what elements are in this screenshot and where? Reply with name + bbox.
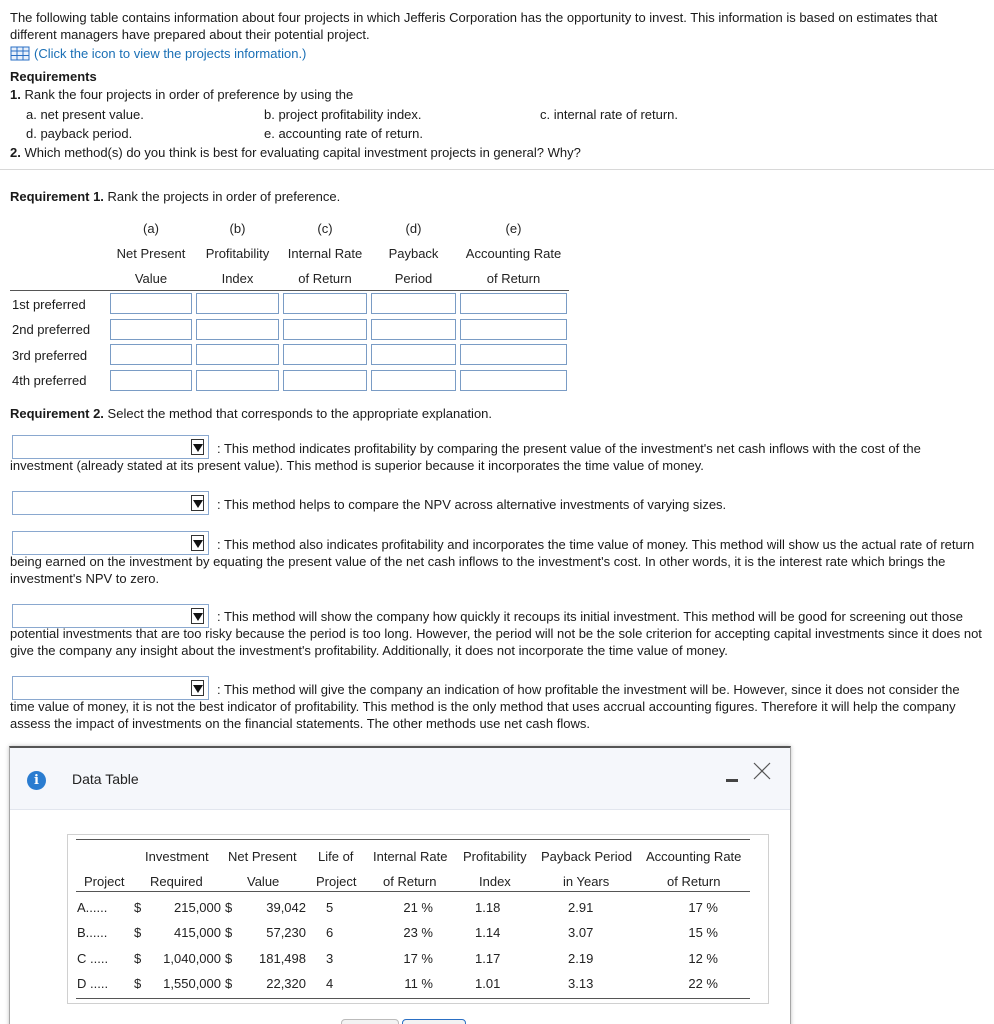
col-d-letter: (d): [405, 221, 422, 236]
hdr-irr-1: Internal Rate: [373, 849, 448, 864]
row-a-pi: 1.18: [475, 900, 501, 915]
row-d-pi: 1.01: [475, 976, 501, 991]
row-a-arr: 17 %: [688, 900, 718, 915]
hdr-npv-2: Value: [247, 874, 280, 889]
projects-data-table: [67, 834, 769, 1004]
row-c-irr: 17 %: [403, 951, 433, 966]
rank-4-arr-input[interactable]: [460, 370, 567, 391]
rank-1-payback-input[interactable]: [371, 293, 456, 314]
row-b-investment: 415,000: [174, 925, 221, 940]
col-b-letter: (b): [229, 221, 246, 236]
row-b-cur1: $: [134, 925, 142, 940]
hdr-investment-1: Investment: [145, 849, 209, 864]
row-b-label: B: [77, 925, 86, 940]
rank-label-3: 3rd preferred: [12, 348, 88, 363]
rank-1-npv-input[interactable]: [110, 293, 192, 314]
row-c-cur1: $: [134, 951, 142, 966]
explanation-4: : This method will show the company how quickly it recoups its initial investment. This method will be good for screening out those potential investments that are too risky because the period is too long. However, the period will not be the sole criterion for accepting capital investments since it does not give the company any insight about the investment's profitability. Additionally, it does not incorporate the time value of money.: [10, 609, 982, 658]
col-d-label-2: Period: [394, 271, 433, 286]
rank-1-arr-input[interactable]: [460, 293, 567, 314]
explanation-5: : This method will give the company an indication of how profitable the investment will be. However, since it does not consider the time value of money, it is not the best indicator of profitability. This method is the only method that uses accrual accounting figures. Therefore it will help the company assess the impact of investments on the financial statements. The other methods use net cash flows.: [10, 682, 960, 731]
rank-4-npv-input[interactable]: [110, 370, 192, 391]
table-top-rule: [76, 839, 750, 840]
row-d-project: [77, 976, 108, 991]
requirements-title: Requirements: [10, 69, 97, 84]
projects-info-link[interactable]: [10, 46, 306, 61]
close-icon[interactable]: [753, 762, 771, 780]
row-b-pi: 1.14: [475, 925, 501, 940]
requirement-2-heading-text: Select the method that corresponds to the appropriate explanation.: [107, 406, 493, 421]
rank-3-pi-input[interactable]: [196, 344, 279, 365]
hdr-life-2: Project: [316, 874, 357, 889]
col-b-label-1: Profitability: [205, 246, 270, 261]
row-c-payback: 2.19: [568, 951, 594, 966]
hdr-arr-2: of Return: [667, 874, 721, 889]
row-c-arr: 12 %: [688, 951, 718, 966]
table-grid-icon[interactable]: [10, 46, 30, 61]
rank-2-irr-input[interactable]: [283, 319, 367, 340]
rank-1-irr-input[interactable]: [283, 293, 367, 314]
table-header-rule: [76, 891, 750, 892]
rank-2-arr-input[interactable]: [460, 319, 567, 340]
hdr-arr-1: Accounting Rate: [646, 849, 742, 864]
col-e-letter: (e): [505, 221, 522, 236]
row-c-investment: 1,040,000: [163, 951, 221, 966]
col-c-letter: (c): [317, 221, 333, 236]
row-d-investment: 1,550,000: [163, 976, 221, 991]
row-b-project: [77, 925, 107, 940]
row-c-dots: .....: [90, 951, 109, 966]
row-b-arr: 15 %: [688, 925, 718, 940]
row-d-dots: .....: [90, 976, 109, 991]
row-c-label: C: [77, 951, 87, 966]
requirement-1-text: Rank the four projects in order of preference by using the: [24, 87, 354, 102]
rank-4-pi-input[interactable]: [196, 370, 279, 391]
hdr-pi-2: Index: [479, 874, 511, 889]
row-d-payback: 3.13: [568, 976, 594, 991]
requirement-2-heading-bold: Requirement 2.: [10, 406, 104, 421]
explanation-3: : This method also indicates profitability and incorporates the time value of money. This method will show us the actual rate of return being earned on the investment by equating the present value of the net cash inflows to the investment's cost. In other words, it is the interest rate which brings the investment's NPV to zero.: [10, 537, 975, 586]
col-c-label-2: of Return: [298, 271, 352, 286]
item-a: a. net present value.: [26, 107, 144, 122]
hdr-payback-1: Payback Period: [541, 849, 633, 864]
hdr-pi-1: Profitability: [463, 849, 527, 864]
requirement-1-line: [10, 87, 980, 106]
minimize-button[interactable]: [726, 779, 738, 782]
col-a-label-2: Value: [134, 271, 168, 286]
requirement-items-row-2: [10, 125, 980, 144]
dialog-title: Data Table: [72, 771, 139, 787]
item-c: c. internal rate of return.: [540, 107, 679, 122]
col-c-label-1: Internal Rate: [287, 246, 363, 261]
rank-2-npv-input[interactable]: [110, 319, 192, 340]
hdr-npv-1: Net Present: [228, 849, 297, 864]
rank-3-payback-input[interactable]: [371, 344, 456, 365]
rank-3-irr-input[interactable]: [283, 344, 367, 365]
row-c-npv: 181,498: [259, 951, 306, 966]
rank-4-payback-input[interactable]: [371, 370, 456, 391]
requirement-1-heading-bold: Requirement 1.: [10, 189, 104, 204]
rank-label-1: 1st preferred: [12, 297, 86, 312]
hdr-life-1: Life of: [318, 849, 354, 864]
row-c-cur2: $: [225, 951, 233, 966]
hdr-project: Project: [84, 874, 125, 889]
row-c-project: [77, 951, 108, 966]
row-a-cur1: $: [134, 900, 142, 915]
row-b-life: 6: [326, 925, 334, 940]
rank-2-pi-input[interactable]: [196, 319, 279, 340]
ranking-header-rule: [10, 290, 569, 291]
rank-3-arr-input[interactable]: [460, 344, 567, 365]
requirement-1-heading-text: Rank the projects in order of preference.: [107, 189, 341, 204]
row-a-payback: 2.91: [568, 900, 594, 915]
explanation-1: : This method indicates profitability by comparing the present value of the investment's net cash inflows with the cost of the investment (already stated at its present value). This method is superior because it incorporates the time value of money.: [10, 441, 921, 473]
requirement-2-line: [10, 144, 980, 163]
requirement-items-row-1: [10, 106, 980, 125]
explanation-2: : This method helps to compare the NPV across alternative investments of varying sizes.: [217, 497, 727, 512]
row-c-pi: 1.17: [475, 951, 501, 966]
section-divider: [0, 169, 994, 170]
rank-1-pi-input[interactable]: [196, 293, 279, 314]
row-c-life: 3: [326, 951, 334, 966]
requirements-block: [10, 69, 980, 163]
hdr-investment-2: Required: [150, 874, 203, 889]
rank-2-payback-input[interactable]: [371, 319, 456, 340]
dialog-footer-button-2[interactable]: [402, 1019, 466, 1024]
row-a-dots: ......: [85, 900, 108, 915]
row-b-dots: ......: [85, 925, 108, 940]
row-a-irr: 21 %: [403, 900, 433, 915]
row-a-label: A: [77, 900, 86, 915]
requirement-1-number: 1.: [10, 87, 21, 102]
row-a-life: 5: [326, 900, 334, 915]
col-a-letter: (a): [143, 221, 159, 236]
row-a-cur2: $: [225, 900, 233, 915]
info-icon: i: [27, 771, 46, 790]
hdr-irr-2: of Return: [383, 874, 437, 889]
row-b-cur2: $: [225, 925, 233, 940]
requirement-2-heading: [10, 406, 492, 421]
row-d-irr: 11 %: [404, 976, 433, 991]
row-b-payback: 3.07: [568, 925, 594, 940]
table-bottom-rule: [76, 998, 750, 999]
item-e: e. accounting rate of return.: [264, 126, 423, 141]
col-b-label-2: Index: [221, 271, 254, 286]
rank-3-npv-input[interactable]: [110, 344, 192, 365]
col-e-label-1: Accounting Rate: [465, 246, 562, 261]
row-a-investment: 215,000: [174, 900, 221, 915]
rank-label-4: 4th preferred: [12, 373, 87, 388]
row-d-cur2: $: [225, 976, 233, 991]
row-d-npv: 22,320: [266, 976, 306, 991]
item-b: b. project profitability index.: [264, 107, 422, 122]
row-a-npv: 39,042: [266, 900, 306, 915]
dialog-footer-button-1[interactable]: [341, 1019, 399, 1024]
requirement-1-heading: [10, 189, 340, 204]
col-d-label-1: Payback: [388, 246, 439, 261]
rank-4-irr-input[interactable]: [283, 370, 367, 391]
col-a-label-1: Net Present: [116, 246, 186, 261]
row-a-project: [77, 900, 107, 915]
intro-text: The following table contains information about four projects in which Jefferis Corporation has the opportunity to invest. This information is based on estimates that different managers have prepared about their potential project.: [10, 10, 938, 42]
row-d-life: 4: [326, 976, 334, 991]
requirement-2-text: Which method(s) do you think is best for evaluating capital investment projects in general? Why?: [24, 145, 581, 160]
row-b-irr: 23 %: [403, 925, 433, 940]
col-e-label-2: of Return: [486, 271, 541, 286]
row-b-npv: 57,230: [266, 925, 306, 940]
row-d-label: D: [77, 976, 87, 991]
row-d-cur1: $: [134, 976, 142, 991]
dialog-header: [10, 748, 790, 810]
requirement-2-number: 2.: [10, 145, 21, 160]
row-d-arr: 22 %: [688, 976, 718, 991]
hdr-payback-2: in Years: [563, 874, 610, 889]
rank-label-2: 2nd preferred: [12, 322, 91, 337]
item-d: d. payback period.: [26, 126, 133, 141]
data-table-dialog: [9, 746, 791, 1024]
projects-info-link-text[interactable]: (Click the icon to view the projects information.): [34, 46, 307, 61]
